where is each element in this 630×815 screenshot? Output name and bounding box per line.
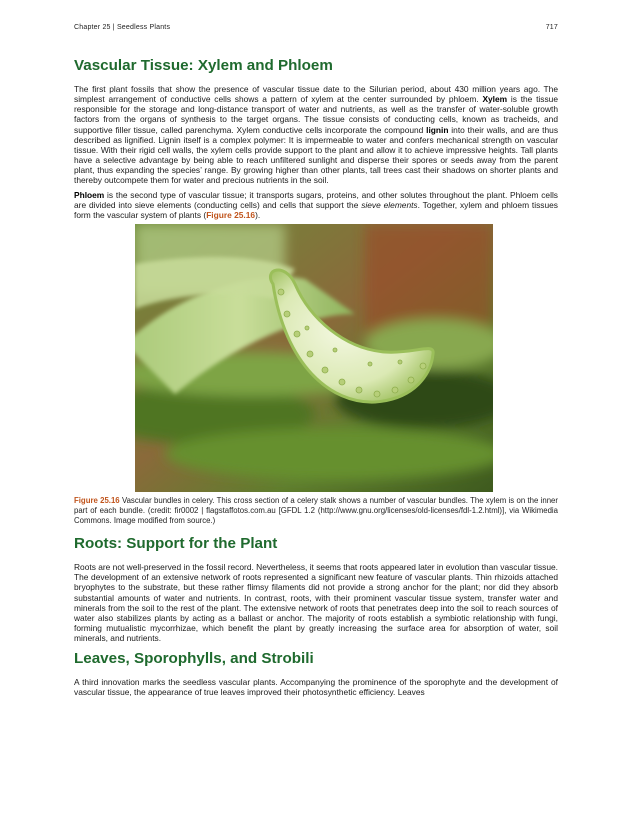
key-term-phloem: Phloem bbox=[74, 189, 105, 200]
text-run: ). bbox=[255, 209, 261, 220]
text-run: The first plant fossils that show the presence of vascular tissue date to the Silurian period, about 430 million years ago. The simplest arrangement of conductive cells shows a pattern of xylem at the center surrounded by phloem. bbox=[74, 84, 558, 105]
page-content bbox=[74, 56, 558, 698]
chapter-title: Chapter 25 | Seedless Plants bbox=[74, 24, 171, 31]
paragraph-phloem bbox=[74, 190, 558, 220]
figure-caption bbox=[74, 496, 558, 526]
paragraph-leaves: A third innovation marks the seedless vascular plants. Accompanying the prominence of the sporophyte and the development of vascular tissue, the appearance of true leaves improved their photosynthetic efficiency. Leaves bbox=[74, 677, 558, 698]
figure-link-25-16[interactable]: Figure 25.16 bbox=[206, 209, 256, 220]
caption-text: Vascular bundles in celery. This cross section of a celery stalk shows a number of vascular bundles. The xylem is on the inner part of each bundle. (credit: fir0002 | flagstaffotos.com.au [GFDL 1.2 (http://www.gnu.org/licenses/old-licenses/fdl-1.2.html)], via Wikimedia Commons. Image modified from source.) bbox=[74, 496, 558, 526]
text-run: is the tissue responsible for the storage and long-distance transport of water and nutrients, as well as the transfer of water-soluble growth factors from the organs of synthesis to the target organs. The tissue consists of conducting cells, known as tracheids, and supportive filler tissue, called parenchyma. Xylem conductive cells incorporate the compound bbox=[74, 94, 558, 135]
section-heading-roots: Roots: Support for the Plant bbox=[74, 535, 278, 553]
running-header bbox=[74, 24, 558, 36]
paragraph-roots: Roots are not well-preserved in the fossil record. Nevertheless, it seems that roots appeared later in evolution than vascular tissue. The development of an extensive network of roots represented a significant new feature of vascular plants. Thin rhizoids attached bryophytes to the substrate, but these rather flimsy filaments did not provide a strong anchor for the plant; nor did they absorb substantial amounts of water and nutrients. In contrast, roots, with their prominent vascular tissue system, transfer water and minerals from the soil to the rest of the plant. The extensive network of roots that penetrates deep into the soil to reach sources of water also stabilizes plants by acting as a ballast or anchor. The majority of roots establish a symbiotic relationship with fungi, forming mutualistic mycorrhizae, which benefit the plant by greatly increasing the surface area for absorption of water, soil minerals, and nutrients. bbox=[74, 562, 558, 644]
page-number: 717 bbox=[545, 24, 558, 31]
figure-label: Figure 25.16 bbox=[74, 496, 120, 506]
section-heading-vascular-tissue: Vascular Tissue: Xylem and Phloem bbox=[74, 57, 333, 74]
section-heading-leaves: Leaves, Sporophylls, and Strobili bbox=[74, 650, 314, 668]
paragraph-xylem bbox=[74, 84, 558, 186]
text-run: is the second type of vascular tissue; it transports sugars, proteins, and other solutes throughout the plant. Phloem cells are divided into sieve elements (conducting cells) and cells that support the bbox=[74, 189, 558, 210]
emphasis-sieve-elements: sieve elements bbox=[361, 199, 418, 210]
key-term-lignin: lignin bbox=[426, 124, 449, 135]
text-run: into their walls, and are thus described as lignified. Lignin itself is a complex polymer: It is impermeable to water and confers mechanical strength on vascular tissue. With their rigid cell walls, the xylem cells provide support to the plant and allow it to achieve impressive heights. Tall plants have a selective advantage by being able to reach unfiltered sunlight and disperse their spores or seeds away from the parent plant, thus expanding the species’ range. By growing higher than other plants, tall trees cast their shadows on shorter plants and thereby outcompete them for water and precious nutrients in the soil. bbox=[74, 124, 559, 186]
text-run: . Together, xylem and phloem tissues form the vascular system of plants ( bbox=[74, 199, 558, 220]
celery-cross-section-photo bbox=[135, 224, 493, 492]
key-term-xylem: Xylem bbox=[482, 94, 508, 105]
